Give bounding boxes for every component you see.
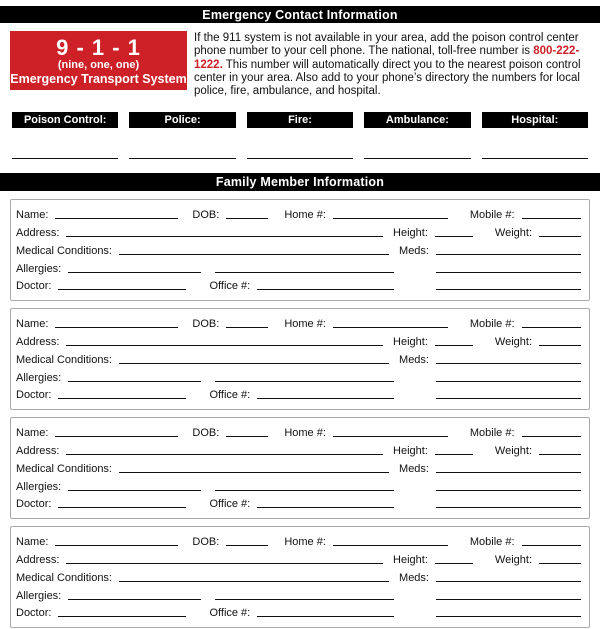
name-fill-line[interactable] <box>55 216 178 219</box>
medical-conditions-fill-line[interactable] <box>119 252 389 255</box>
meds-fill-line[interactable] <box>436 252 581 255</box>
member-row-address <box>16 222 581 240</box>
office-phone-fill-line[interactable] <box>257 396 394 399</box>
fire-label: Fire: <box>247 112 353 128</box>
height-label: Height: <box>393 336 428 349</box>
address-label: Address: <box>16 445 60 458</box>
meds-fill-line[interactable] <box>436 361 581 364</box>
weight-fill-line[interactable] <box>539 452 581 455</box>
home-phone-fill-line[interactable] <box>333 325 448 328</box>
weight-label: Weight: <box>494 336 532 349</box>
emergency-section-header <box>0 6 600 23</box>
doctor-label: Doctor: <box>16 607 52 620</box>
office-phone-label: Office #: <box>209 280 251 293</box>
member-row-allergies <box>16 476 581 494</box>
mobile-phone-fill-line[interactable] <box>522 216 581 219</box>
hospital-fill-line[interactable] <box>482 157 588 159</box>
poison-control-fill-line[interactable] <box>12 157 118 159</box>
member-row-name <box>16 422 581 440</box>
police-label: Police: <box>129 112 235 128</box>
name-fill-line[interactable] <box>55 325 178 328</box>
doctor-fill-line[interactable] <box>58 614 186 617</box>
allergies-fill-line[interactable] <box>68 379 201 382</box>
meds-extra-fill-line-1[interactable] <box>436 488 581 491</box>
allergies-fill-line[interactable] <box>68 597 201 600</box>
fire-fill-line[interactable] <box>247 157 353 159</box>
member-row-address <box>16 331 581 349</box>
contact-label-row <box>12 112 588 128</box>
doctor-label: Doctor: <box>16 389 52 402</box>
911-words: (nine, one, one) <box>57 58 140 71</box>
doctor-label: Doctor: <box>16 498 52 511</box>
doctor-label: Doctor: <box>16 280 52 293</box>
meds-label: Meds: <box>399 353 429 366</box>
home-phone-fill-line[interactable] <box>333 543 448 546</box>
hospital-label: Hospital: <box>482 112 588 128</box>
height-label: Height: <box>393 554 428 567</box>
meds-label: Meds: <box>399 462 429 475</box>
mobile-phone-fill-line[interactable] <box>522 325 581 328</box>
name-label: Name: <box>16 209 49 222</box>
office-phone-fill-line[interactable] <box>257 287 394 290</box>
home-phone-label: Home #: <box>284 427 326 440</box>
office-phone-fill-line[interactable] <box>257 505 394 508</box>
medical-conditions-label: Medical Conditions: <box>16 571 112 584</box>
poison-control-label: Poison Control: <box>12 112 118 128</box>
dob-label: DOB: <box>192 536 220 549</box>
address-fill-line[interactable] <box>66 561 383 564</box>
meds-fill-line[interactable] <box>436 470 581 473</box>
member-row-medical <box>16 567 581 585</box>
member-row-address <box>16 549 581 567</box>
member-row-allergies <box>16 367 581 385</box>
home-phone-label: Home #: <box>284 318 326 331</box>
instructions-text-before: If the 911 system is not available in your area, add the poison control center phone number to your cell phone. The national, toll-free number is <box>194 32 579 58</box>
member-row-medical <box>16 240 581 258</box>
mobile-phone-fill-line[interactable] <box>522 434 581 437</box>
family-members <box>10 199 590 628</box>
medical-conditions-fill-line[interactable] <box>119 470 389 473</box>
height-fill-line[interactable] <box>435 452 473 455</box>
member-row-name <box>16 313 581 331</box>
allergies-extra-fill-line[interactable] <box>215 488 394 491</box>
emergency-911-badge <box>10 31 187 90</box>
office-phone-label: Office #: <box>209 498 251 511</box>
height-fill-line[interactable] <box>435 343 473 346</box>
address-label: Address: <box>16 554 60 567</box>
address-fill-line[interactable] <box>66 343 383 346</box>
office-phone-label: Office #: <box>209 389 251 402</box>
doctor-fill-line[interactable] <box>58 396 186 399</box>
name-label: Name: <box>16 427 49 440</box>
family-member-block <box>10 417 590 519</box>
dob-fill-line[interactable] <box>226 325 268 328</box>
meds-extra-fill-line-2[interactable] <box>436 614 581 617</box>
meds-extra-fill-line-1[interactable] <box>436 597 581 600</box>
medical-conditions-fill-line[interactable] <box>119 361 389 364</box>
doctor-fill-line[interactable] <box>58 287 186 290</box>
poison-control-instructions <box>194 31 590 98</box>
weight-fill-line[interactable] <box>539 234 581 237</box>
911-caption: Emergency Transport System <box>10 71 187 86</box>
meds-extra-fill-line-2[interactable] <box>436 505 581 508</box>
weight-fill-line[interactable] <box>539 561 581 564</box>
meds-extra-fill-line-2[interactable] <box>436 287 581 290</box>
office-phone-label: Office #: <box>209 607 251 620</box>
name-fill-line[interactable] <box>55 543 178 546</box>
family-section-header <box>0 173 600 191</box>
member-row-allergies <box>16 585 581 603</box>
allergies-label: Allergies: <box>16 589 62 602</box>
home-phone-label: Home #: <box>284 209 326 222</box>
meds-label: Meds: <box>399 571 429 584</box>
dob-label: DOB: <box>192 318 220 331</box>
weight-label: Weight: <box>494 554 532 567</box>
height-fill-line[interactable] <box>435 234 473 237</box>
ambulance-label: Ambulance: <box>364 112 470 128</box>
dob-label: DOB: <box>192 209 220 222</box>
meds-extra-fill-line-1[interactable] <box>436 379 581 382</box>
home-phone-label: Home #: <box>284 536 326 549</box>
family-member-block <box>10 308 590 410</box>
allergies-extra-fill-line[interactable] <box>215 270 394 273</box>
address-fill-line[interactable] <box>66 234 383 237</box>
meds-extra-fill-line-2[interactable] <box>436 396 581 399</box>
medical-conditions-fill-line[interactable] <box>119 579 389 582</box>
mobile-phone-fill-line[interactable] <box>522 543 581 546</box>
meds-label: Meds: <box>399 244 429 257</box>
allergies-fill-line[interactable] <box>68 488 201 491</box>
intro-row <box>10 31 590 98</box>
name-label: Name: <box>16 536 49 549</box>
home-phone-fill-line[interactable] <box>333 216 448 219</box>
member-row-doctor <box>16 276 581 294</box>
member-row-doctor <box>16 603 581 621</box>
address-fill-line[interactable] <box>66 452 383 455</box>
height-label: Height: <box>393 445 428 458</box>
member-row-name <box>16 531 581 549</box>
emergency-section-title: Emergency Contact Information <box>202 7 398 22</box>
member-row-doctor <box>16 385 581 403</box>
mobile-phone-label: Mobile #: <box>469 536 515 549</box>
family-member-block <box>10 526 590 628</box>
instructions-text-after: This number will automatically direct you to the nearest poison control center in your area. Also add to your phone’s directory the numbers for local police, fire, ambulance, and hospital. <box>194 58 581 98</box>
medical-conditions-label: Medical Conditions: <box>16 244 112 257</box>
office-phone-fill-line[interactable] <box>257 614 394 617</box>
dob-fill-line[interactable] <box>226 543 268 546</box>
meds-extra-fill-line-1[interactable] <box>436 270 581 273</box>
member-row-medical <box>16 349 581 367</box>
911-number: 9 - 1 - 1 <box>56 34 141 60</box>
meds-fill-line[interactable] <box>436 579 581 582</box>
allergies-fill-line[interactable] <box>68 270 201 273</box>
mobile-phone-label: Mobile #: <box>469 427 515 440</box>
weight-label: Weight: <box>494 445 532 458</box>
medical-conditions-label: Medical Conditions: <box>16 462 112 475</box>
weight-label: Weight: <box>494 227 532 240</box>
mobile-phone-label: Mobile #: <box>469 318 515 331</box>
mobile-phone-label: Mobile #: <box>469 209 515 222</box>
allergies-extra-fill-line[interactable] <box>215 597 394 600</box>
member-row-medical <box>16 458 581 476</box>
member-row-doctor <box>16 494 581 512</box>
dob-fill-line[interactable] <box>226 216 268 219</box>
dob-label: DOB: <box>192 427 220 440</box>
name-label: Name: <box>16 318 49 331</box>
address-label: Address: <box>16 227 60 240</box>
medical-conditions-label: Medical Conditions: <box>16 353 112 366</box>
allergies-extra-fill-line[interactable] <box>215 379 394 382</box>
family-section-title: Family Member Information <box>215 175 385 190</box>
contact-fill-line-row <box>12 157 588 159</box>
allergies-label: Allergies: <box>16 480 62 493</box>
member-row-allergies <box>16 258 581 276</box>
family-member-block <box>10 199 590 301</box>
member-row-address <box>16 440 581 458</box>
member-row-name <box>16 204 581 222</box>
height-label: Height: <box>393 227 428 240</box>
name-fill-line[interactable] <box>55 434 178 437</box>
home-phone-fill-line[interactable] <box>333 434 448 437</box>
height-fill-line[interactable] <box>435 561 473 564</box>
address-label: Address: <box>16 336 60 349</box>
allergies-label: Allergies: <box>16 371 62 384</box>
doctor-fill-line[interactable] <box>58 505 186 508</box>
weight-fill-line[interactable] <box>539 343 581 346</box>
police-fill-line[interactable] <box>129 157 235 159</box>
poison-control-phone-number: 800-222-1222. <box>194 45 580 71</box>
ambulance-fill-line[interactable] <box>364 157 470 159</box>
allergies-label: Allergies: <box>16 262 62 275</box>
dob-fill-line[interactable] <box>226 434 268 437</box>
